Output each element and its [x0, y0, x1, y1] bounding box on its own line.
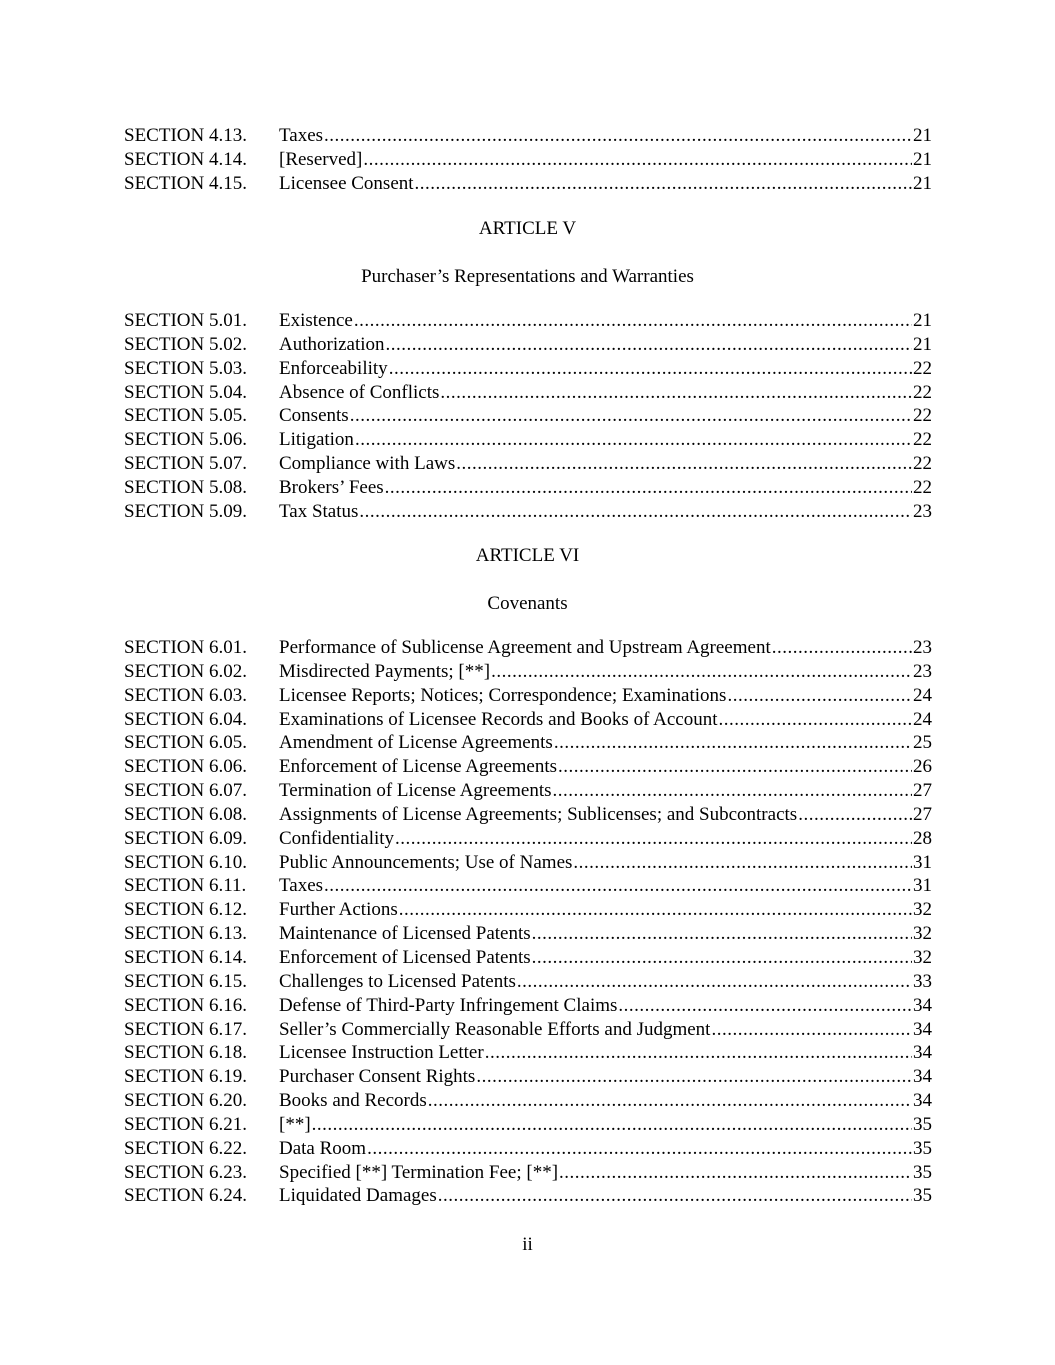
dot-leader	[517, 970, 912, 994]
section-page-number: 21	[913, 333, 932, 355]
section-number: SECTION 5.02.	[124, 333, 247, 355]
section-number: SECTION 6.21.	[124, 1113, 247, 1135]
section-title: Examinations of Licensee Records and Books of Account	[279, 708, 718, 730]
dot-leader	[559, 1161, 912, 1185]
section-number: SECTION 6.13.	[124, 923, 247, 945]
section-page-number: 32	[913, 946, 932, 968]
section-title: Data Room	[279, 1137, 367, 1159]
section-number: SECTION 6.20.	[124, 1090, 247, 1112]
article-5-title: Purchaser’s Representations and Warranties	[361, 266, 694, 287]
toc-entry	[124, 731, 932, 755]
dot-leader	[711, 1018, 912, 1042]
toc-entry	[124, 500, 932, 524]
section-page-number: 22	[913, 357, 932, 379]
section-page-number: 33	[913, 970, 932, 992]
section-title: Enforcement of License Agreements	[279, 756, 558, 778]
section-page-number: 32	[913, 923, 932, 945]
toc-entry-body	[279, 172, 932, 196]
section-number: SECTION 6.18.	[124, 1042, 247, 1064]
section-title: Confidentiality	[279, 827, 395, 849]
dot-leader	[573, 851, 912, 875]
dot-leader	[312, 1113, 912, 1137]
toc-entry-body	[279, 381, 932, 405]
section-title: Absence of Conflicts	[279, 381, 440, 403]
section-title: Enforcement of Licensed Patents	[279, 946, 531, 968]
toc-entry	[124, 970, 932, 994]
toc-entry-body	[279, 803, 932, 827]
toc-entry	[124, 357, 932, 381]
dot-leader	[350, 404, 912, 428]
section-number: SECTION 6.06.	[124, 756, 247, 778]
section-title: Seller’s Commercially Reasonable Efforts and Judgment	[279, 1018, 711, 1040]
section-number: SECTION 6.07.	[124, 780, 247, 802]
toc-entry-body	[279, 124, 932, 148]
toc-entry	[124, 1161, 932, 1185]
section-page-number: 23	[913, 660, 932, 682]
section-number: SECTION 5.09.	[124, 500, 247, 522]
toc-entry	[124, 404, 932, 428]
toc-entry-body	[279, 636, 932, 660]
dot-leader	[385, 476, 912, 500]
toc-entry-body	[279, 357, 932, 381]
section-number: SECTION 6.24.	[124, 1185, 247, 1207]
section-number: SECTION 5.08.	[124, 476, 247, 498]
section-title: Authorization	[279, 333, 385, 355]
toc-entry-body	[279, 476, 932, 500]
dot-leader	[798, 803, 912, 827]
toc-entry	[124, 803, 932, 827]
section-page-number: 24	[913, 708, 932, 730]
toc-entry	[124, 1041, 932, 1065]
section-number: SECTION 6.14.	[124, 946, 247, 968]
dot-leader	[363, 148, 912, 172]
toc-entry	[124, 309, 932, 333]
toc-entry-body	[279, 827, 932, 851]
toc-entry	[124, 148, 932, 172]
toc-entry	[124, 124, 932, 148]
dot-leader	[367, 1137, 912, 1161]
section-page-number: 21	[913, 148, 932, 170]
section-title: Challenges to Licensed Patents	[279, 970, 516, 992]
section-number: SECTION 6.08.	[124, 803, 247, 825]
dot-leader	[772, 636, 912, 660]
section-number: SECTION 6.15.	[124, 970, 247, 992]
dot-leader	[354, 309, 912, 333]
toc-entry	[124, 1113, 932, 1137]
toc-entry-body	[279, 1089, 932, 1113]
toc-entry-body	[279, 946, 932, 970]
toc-entry-body	[279, 922, 932, 946]
section-page-number: 22	[913, 429, 932, 451]
section-title: Misdirected Payments; [**]	[279, 660, 491, 682]
section-page-number: 21	[913, 310, 932, 331]
toc-entry	[124, 1065, 932, 1089]
section-title: Taxes	[279, 125, 324, 146]
section-number: SECTION 6.05.	[124, 732, 247, 754]
dot-leader	[456, 452, 912, 476]
section-number: SECTION 6.01.	[124, 637, 247, 658]
toc-entry	[124, 381, 932, 405]
dot-leader	[355, 428, 912, 452]
dot-leader	[553, 779, 913, 803]
toc-entry-body	[279, 1184, 932, 1208]
toc-entry	[124, 1137, 932, 1161]
article-6-title: Covenants	[487, 593, 568, 614]
section-page-number: 22	[913, 476, 932, 498]
dot-leader	[476, 1065, 912, 1089]
section-title: Consents	[279, 405, 349, 427]
dot-leader	[415, 172, 912, 196]
toc-entry-body	[279, 309, 932, 333]
toc-entry-body	[279, 731, 932, 755]
toc-entry-body	[279, 1018, 932, 1042]
toc-entry-body	[279, 1161, 932, 1185]
section-title: Brokers’ Fees	[279, 476, 384, 498]
section-page-number: 22	[913, 453, 932, 475]
toc-entry	[124, 428, 932, 452]
dot-leader	[718, 708, 912, 732]
section-title: Compliance with Laws	[279, 453, 456, 475]
section-page-number: 23	[913, 500, 932, 522]
page-number-footer: ii	[522, 1234, 533, 1255]
section-page-number: 21	[913, 125, 932, 146]
section-number: SECTION 6.12.	[124, 899, 247, 921]
dot-leader	[438, 1184, 912, 1208]
dot-leader	[428, 1089, 912, 1113]
section-number: SECTION 6.02.	[124, 660, 247, 682]
toc-entry-body	[279, 333, 932, 357]
section-page-number: 22	[913, 405, 932, 427]
section-title: Enforceability	[279, 357, 388, 379]
toc-entry	[124, 827, 932, 851]
section-page-number: 26	[913, 756, 932, 778]
toc-entry-body	[279, 779, 932, 803]
dot-leader	[359, 500, 912, 524]
toc-entry-body	[279, 708, 932, 732]
section-title: Existence	[279, 310, 353, 331]
section-number: SECTION 5.04.	[124, 381, 247, 403]
section-page-number: 35	[913, 1185, 932, 1207]
toc-entry-body	[279, 1065, 932, 1089]
section-number: SECTION 5.05.	[124, 405, 247, 427]
dot-leader	[395, 827, 912, 851]
section-page-number: 22	[913, 381, 932, 403]
toc-entry-body	[279, 898, 932, 922]
section-title: [Reserved]	[279, 148, 363, 170]
toc-entry-body	[279, 428, 932, 452]
section-title: Taxes	[279, 875, 324, 897]
dot-leader	[324, 874, 912, 898]
section-page-number: 27	[913, 780, 932, 802]
toc-entry	[124, 660, 932, 684]
toc-entry	[124, 476, 932, 500]
dot-leader	[558, 755, 912, 779]
toc-entry	[124, 922, 932, 946]
section-number: SECTION 5.06.	[124, 429, 247, 451]
section-number: SECTION 6.19.	[124, 1066, 247, 1088]
section-number: SECTION 6.10.	[124, 851, 247, 873]
toc-entry	[124, 1089, 932, 1113]
toc-entry	[124, 708, 932, 732]
article-5-label: ARTICLE V	[478, 218, 577, 239]
section-title: Licensee Reports; Notices; Correspondence; Examinations	[279, 684, 727, 706]
section-page-number: 31	[913, 851, 932, 873]
section-number: SECTION 5.01.	[124, 310, 247, 331]
section-page-number: 34	[913, 1018, 932, 1040]
toc-entry-body	[279, 970, 932, 994]
section-page-number: 35	[913, 1113, 932, 1135]
section-title: Purchaser Consent Rights	[279, 1066, 476, 1088]
section-page-number: 34	[913, 994, 932, 1016]
section-title: Litigation	[279, 429, 354, 451]
section-title: Licensee Consent	[279, 172, 414, 194]
section-title: Termination of License Agreements	[279, 780, 552, 802]
section-page-number: 23	[913, 637, 932, 658]
section-page-number: 35	[913, 1161, 932, 1183]
dot-leader	[727, 684, 912, 708]
toc-entry-body	[279, 148, 932, 172]
article-6-label: ARTICLE VI	[475, 545, 580, 566]
section-number: SECTION 5.07.	[124, 453, 247, 475]
dot-leader	[440, 381, 912, 405]
section-number: SECTION 4.14.	[124, 148, 247, 170]
toc-entry	[124, 779, 932, 803]
toc-entry-body	[279, 660, 932, 684]
dot-leader	[485, 1041, 912, 1065]
dot-leader	[324, 124, 912, 148]
toc-entry-body	[279, 994, 932, 1018]
toc-entry	[124, 172, 932, 196]
section-number: SECTION 6.23.	[124, 1161, 247, 1183]
dot-leader	[532, 922, 912, 946]
section-title: Specified [**] Termination Fee; [**]	[279, 1161, 559, 1183]
toc-group-article-6	[124, 636, 932, 1208]
section-number: SECTION 6.03.	[124, 684, 247, 706]
toc-entry	[124, 874, 932, 898]
toc-entry	[124, 1184, 932, 1208]
toc-entry	[124, 636, 932, 660]
section-number: SECTION 6.22.	[124, 1137, 247, 1159]
section-number: SECTION 4.15.	[124, 172, 247, 194]
toc-entry	[124, 898, 932, 922]
section-title: [**]	[279, 1113, 311, 1135]
section-page-number: 28	[913, 827, 932, 849]
toc-entry-body	[279, 1041, 932, 1065]
toc-entry	[124, 333, 932, 357]
dot-leader	[491, 660, 912, 684]
section-page-number: 25	[913, 732, 932, 754]
section-title: Assignments of License Agreements; Sublicenses; and Subcontracts	[279, 803, 798, 825]
toc-entry	[124, 755, 932, 779]
toc-entry	[124, 851, 932, 875]
toc-entry	[124, 946, 932, 970]
section-title: Tax Status	[279, 500, 359, 522]
toc-entry-body	[279, 500, 932, 524]
section-number: SECTION 6.04.	[124, 708, 247, 730]
section-number: SECTION 6.16.	[124, 994, 247, 1016]
section-number: SECTION 6.11.	[124, 875, 247, 897]
dot-leader	[554, 731, 912, 755]
dot-leader	[618, 994, 912, 1018]
section-title: Liquidated Damages	[279, 1185, 437, 1207]
toc-entry-body	[279, 874, 932, 898]
section-page-number: 24	[913, 684, 932, 706]
toc-entry	[124, 994, 932, 1018]
toc-entry-body	[279, 684, 932, 708]
toc-entry	[124, 1018, 932, 1042]
section-page-number: 35	[913, 1137, 932, 1159]
toc-entry	[124, 684, 932, 708]
toc-entry-body	[279, 1113, 932, 1137]
toc-entry-body	[279, 851, 932, 875]
section-title: Public Announcements; Use of Names	[279, 851, 573, 873]
toc-entry-body	[279, 1137, 932, 1161]
section-page-number: 21	[913, 172, 932, 194]
section-page-number: 34	[913, 1042, 932, 1064]
toc-group-article-5	[124, 309, 932, 524]
section-number: SECTION 5.03.	[124, 357, 247, 379]
section-number: SECTION 4.13.	[124, 125, 247, 146]
section-page-number: 32	[913, 899, 932, 921]
toc-entry-body	[279, 755, 932, 779]
section-number: SECTION 6.09.	[124, 827, 247, 849]
section-title: Books and Records	[279, 1090, 427, 1112]
toc-group-article-4	[124, 124, 932, 196]
section-title: Licensee Instruction Letter	[279, 1042, 484, 1064]
section-page-number: 34	[913, 1090, 932, 1112]
section-number: SECTION 6.17.	[124, 1018, 247, 1040]
toc-entry-body	[279, 452, 932, 476]
toc-entry	[124, 452, 932, 476]
section-title: Maintenance of Licensed Patents	[279, 923, 531, 945]
dot-leader	[389, 357, 912, 381]
section-title: Amendment of License Agreements	[279, 732, 553, 754]
section-page-number: 31	[913, 875, 932, 897]
dot-leader	[532, 946, 912, 970]
dot-leader	[386, 333, 912, 357]
dot-leader	[399, 898, 912, 922]
section-page-number: 34	[913, 1066, 932, 1088]
section-page-number: 27	[913, 803, 932, 825]
toc-entry-body	[279, 404, 932, 428]
section-title: Further Actions	[279, 899, 398, 921]
section-title: Defense of Third-Party Infringement Claims	[279, 994, 618, 1016]
section-title: Performance of Sublicense Agreement and Upstream Agreement	[279, 637, 771, 658]
